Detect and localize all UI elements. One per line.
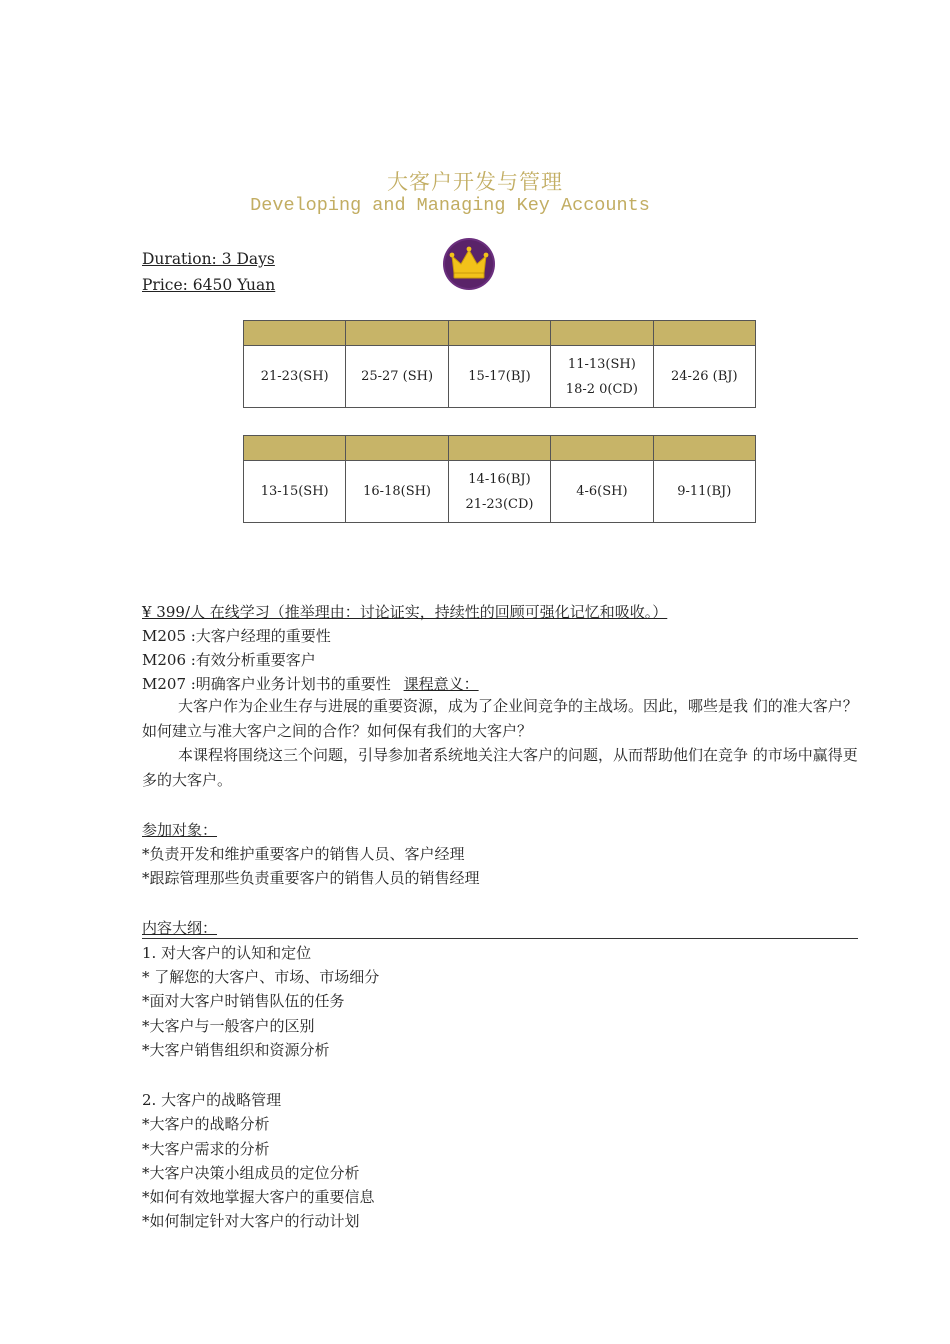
header-cell bbox=[551, 436, 653, 461]
header-cell bbox=[653, 321, 755, 346]
schedule-cell: 21-23(SH) bbox=[244, 346, 346, 408]
schedule-cell: 14-16(BJ) 21-23(CD) bbox=[448, 461, 550, 523]
header-cell bbox=[551, 321, 653, 346]
schedule-table-2 bbox=[243, 435, 756, 523]
outline-item: *大客户销售组织和资源分析 bbox=[142, 1041, 330, 1059]
schedule-cell: 25-27 (SH) bbox=[346, 346, 448, 408]
schedule-cell: 11-13(SH) 18-2 0(CD) bbox=[551, 346, 653, 408]
crown-icon bbox=[442, 237, 496, 291]
outline-item: *如何制定针对大客户的行动计划 bbox=[142, 1212, 360, 1230]
schedule-cell: 16-18(SH) bbox=[346, 461, 448, 523]
online-learning-line: ¥ 399/人 在线学习（推举理由：讨论证实，持续性的回顾可强化记忆和吸收。） bbox=[142, 603, 668, 621]
outline-item: *面对大客户时销售队伍的任务 bbox=[142, 992, 345, 1010]
outline-item: * 了解您的大客户、市场、市场细分 bbox=[142, 968, 380, 986]
schedule-cell: 24-26 (BJ) bbox=[653, 346, 755, 408]
outline-section-title: 2. 大客户的战略管理 bbox=[142, 1091, 282, 1109]
header-cell bbox=[244, 436, 346, 461]
outline-item: *大客户需求的分析 bbox=[142, 1140, 270, 1158]
audience-item: *跟踪管理那些负责重要客户的销售人员的销售经理 bbox=[142, 869, 480, 887]
price: Price: 6450 Yuan bbox=[142, 276, 276, 294]
audience-heading: 参加对象： bbox=[142, 821, 218, 839]
header-cell bbox=[346, 436, 448, 461]
header-cell bbox=[244, 321, 346, 346]
intro-paragraph-1: 大客户作为企业生存与进展的重要资源，成为了企业间竞争的主战场。因此，哪些是我 们的准大客户？如何建立与准大客户之间的合作？如何保有我们的大客户？ bbox=[142, 697, 858, 740]
header-cell bbox=[448, 321, 550, 346]
outline-section-title: 1. 对大客户的认知和定位 bbox=[142, 944, 312, 962]
significance-label: 课程意义： bbox=[403, 675, 479, 693]
module-m206: M206 :有效分析重要客户 bbox=[142, 651, 316, 669]
outline-item: *大客户与一般客户的区别 bbox=[142, 1017, 315, 1035]
intro-paragraph-2: 本课程将围绕这三个问题，引导参加者系统地关注大客户的问题，从而帮助他们在竞争 的市场中赢得更多的大客户。 bbox=[142, 746, 858, 789]
schedule-table-1 bbox=[243, 320, 756, 408]
audience-item: *负责开发和维护重要客户的销售人员、客户经理 bbox=[142, 845, 465, 863]
outline-item: *如何有效地掌握大客户的重要信息 bbox=[142, 1188, 375, 1206]
header-cell bbox=[653, 436, 755, 461]
header-cell bbox=[346, 321, 448, 346]
page-title-cn: 大客户开发与管理 bbox=[387, 170, 563, 194]
module-m207-line bbox=[142, 672, 479, 696]
header-cell bbox=[448, 436, 550, 461]
duration: Duration: 3 Days bbox=[142, 250, 275, 268]
schedule-cell: 9-11(BJ) bbox=[653, 461, 755, 523]
page-title-en: Developing and Managing Key Accounts bbox=[250, 195, 650, 216]
outline-item: *大客户决策小组成员的定位分析 bbox=[142, 1164, 360, 1182]
schedule-cell: 13-15(SH) bbox=[244, 461, 346, 523]
schedule-cell: 4-6(SH) bbox=[551, 461, 653, 523]
outline-item: *大客户的战略分析 bbox=[142, 1115, 270, 1133]
module-m205: M205 :大客户经理的重要性 bbox=[142, 627, 331, 645]
outline-heading: 内容大纲： bbox=[142, 919, 218, 937]
schedule-cell: 15-17(BJ) bbox=[448, 346, 550, 408]
module-m207: M207 :明确客户业务计划书的重要性 bbox=[142, 675, 391, 693]
outline-divider bbox=[142, 938, 858, 939]
